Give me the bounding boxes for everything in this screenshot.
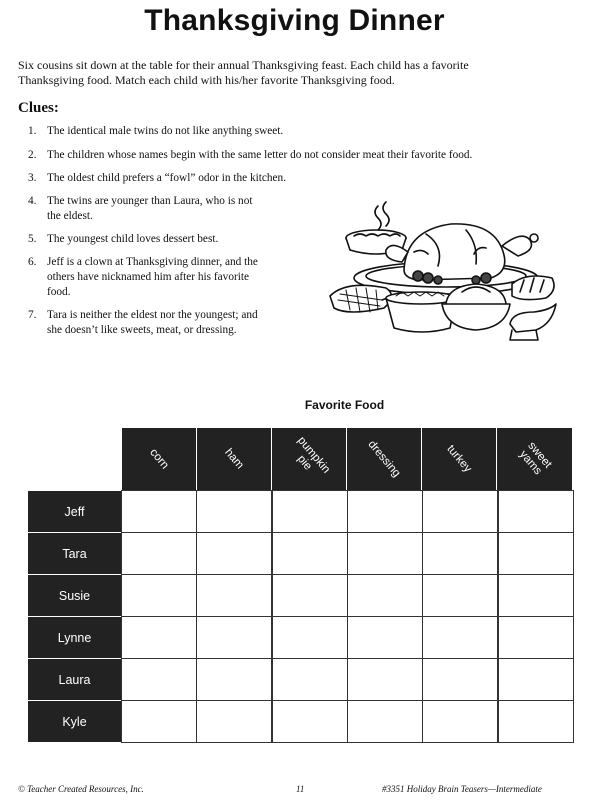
grid-cell[interactable]: [498, 658, 574, 701]
clue-number: 2.: [28, 149, 37, 161]
grid-cell[interactable]: [422, 700, 498, 743]
clue-text: she doesn’t like sweets, meat, or dressing.: [47, 324, 237, 336]
row-header-susie: Susie: [28, 575, 121, 617]
grid-cell[interactable]: [422, 490, 498, 533]
clue-number: 4.: [28, 195, 37, 207]
row-header-tara: Tara: [28, 533, 121, 575]
clue-number: 1.: [28, 125, 37, 137]
grid-cell[interactable]: [272, 616, 348, 659]
thanksgiving-dinner-illustration-icon: [326, 200, 558, 360]
clue-text: The twins are younger than Laura, who is not: [47, 195, 253, 207]
grid-cell[interactable]: [121, 700, 197, 743]
column-header-pumpkin-pie: [272, 428, 347, 490]
clue-text: The oldest child prefers a “fowl” odor in the kitchen.: [47, 172, 287, 184]
grid-cell[interactable]: [121, 532, 197, 575]
grid-cell[interactable]: [347, 532, 423, 575]
page-title: Thanksgiving Dinner: [144, 4, 445, 37]
column-header-sweet-yams: [497, 428, 573, 490]
grid-cell[interactable]: [121, 574, 197, 617]
row-header-jeff: Jeff: [28, 491, 121, 533]
column-header-turkey: [422, 428, 497, 490]
grid-cell[interactable]: [121, 658, 197, 701]
favorite-food-heading: Favorite Food: [304, 398, 385, 412]
grid-cell[interactable]: [422, 532, 498, 575]
row-header-kyle: Kyle: [28, 701, 121, 743]
clue-text: others have nicknamed him after his favorite: [47, 271, 250, 283]
grid-cell[interactable]: [196, 616, 272, 659]
footer-copyright: © Teacher Created Resources, Inc.: [18, 784, 144, 794]
column-header-ham: [197, 428, 272, 490]
grid-cell[interactable]: [196, 658, 272, 701]
clue-number: 7.: [28, 309, 37, 321]
column-header-label: dressing: [365, 438, 403, 480]
grid-cell[interactable]: [347, 700, 423, 743]
grid-cell[interactable]: [347, 658, 423, 701]
footer-book-title: #3351 Holiday Brain Teasers—Intermediate: [382, 784, 542, 794]
clue-item: [28, 308, 258, 338]
footer-page-number: 11: [296, 784, 305, 794]
intro-paragraph: [18, 58, 573, 88]
grid-cell[interactable]: [498, 574, 574, 617]
clue-number: 6.: [28, 256, 37, 268]
clue-text: The identical male twins do not like anything sweet.: [47, 125, 284, 137]
grid-cell[interactable]: [121, 616, 197, 659]
clues-heading: Clues:: [18, 100, 59, 116]
column-header-dressing: [347, 428, 422, 490]
row-header-lynne: Lynne: [28, 617, 121, 659]
grid-cell[interactable]: [121, 490, 197, 533]
grid-cell[interactable]: [347, 616, 423, 659]
grid-cell[interactable]: [272, 574, 348, 617]
clue-text: food.: [47, 286, 71, 298]
grid-cell[interactable]: [272, 700, 348, 743]
column-header-label: pumpkin pie: [294, 434, 333, 476]
clue-text: Jeff is a clown at Thanksgiving dinner, and the: [47, 256, 258, 268]
intro-line: Six cousins sit down at the table for their annual Thanksgiving feast. Each child has a favorite: [18, 58, 469, 72]
grid-cell[interactable]: [272, 490, 348, 533]
grid-cell[interactable]: [196, 532, 272, 575]
clue-item: [28, 124, 283, 139]
row-header-laura: Laura: [28, 659, 121, 701]
column-header-label: corn: [147, 446, 171, 472]
intro-line: Thanksgiving food. Match each child with his/her favorite Thanksgiving food.: [18, 73, 395, 87]
clue-text: The children whose names begin with the same letter do not consider meat their favorite food.: [47, 149, 473, 161]
grid-cell[interactable]: [272, 532, 348, 575]
grid-cell[interactable]: [347, 574, 423, 617]
grid-cell[interactable]: [196, 574, 272, 617]
grid-cell[interactable]: [422, 574, 498, 617]
grid-cell[interactable]: [347, 490, 423, 533]
clue-item: [28, 171, 286, 186]
clue-item: [28, 232, 218, 247]
grid-cell[interactable]: [498, 532, 574, 575]
clue-item: [28, 194, 252, 224]
grid-cell[interactable]: [498, 700, 574, 743]
clue-text: The youngest child loves dessert best.: [47, 233, 219, 245]
clue-item: [28, 148, 472, 163]
grid-cell[interactable]: [196, 490, 272, 533]
column-header-label: ham: [222, 446, 246, 472]
grid-cell[interactable]: [196, 700, 272, 743]
grid-cell[interactable]: [498, 616, 574, 659]
column-header-label: sweet yams: [516, 439, 554, 478]
column-header-corn: [122, 428, 197, 490]
grid-cell[interactable]: [272, 658, 348, 701]
column-header-label: turkey: [444, 443, 474, 475]
clue-text: Tara is neither the eldest nor the youngest; and: [47, 309, 258, 321]
clue-item: [28, 255, 258, 300]
clue-number: 3.: [28, 172, 37, 184]
clue-number: 5.: [28, 233, 37, 245]
grid-cell[interactable]: [422, 616, 498, 659]
clue-text: the eldest.: [47, 210, 93, 222]
grid-cell[interactable]: [498, 490, 574, 533]
grid-cell[interactable]: [422, 658, 498, 701]
